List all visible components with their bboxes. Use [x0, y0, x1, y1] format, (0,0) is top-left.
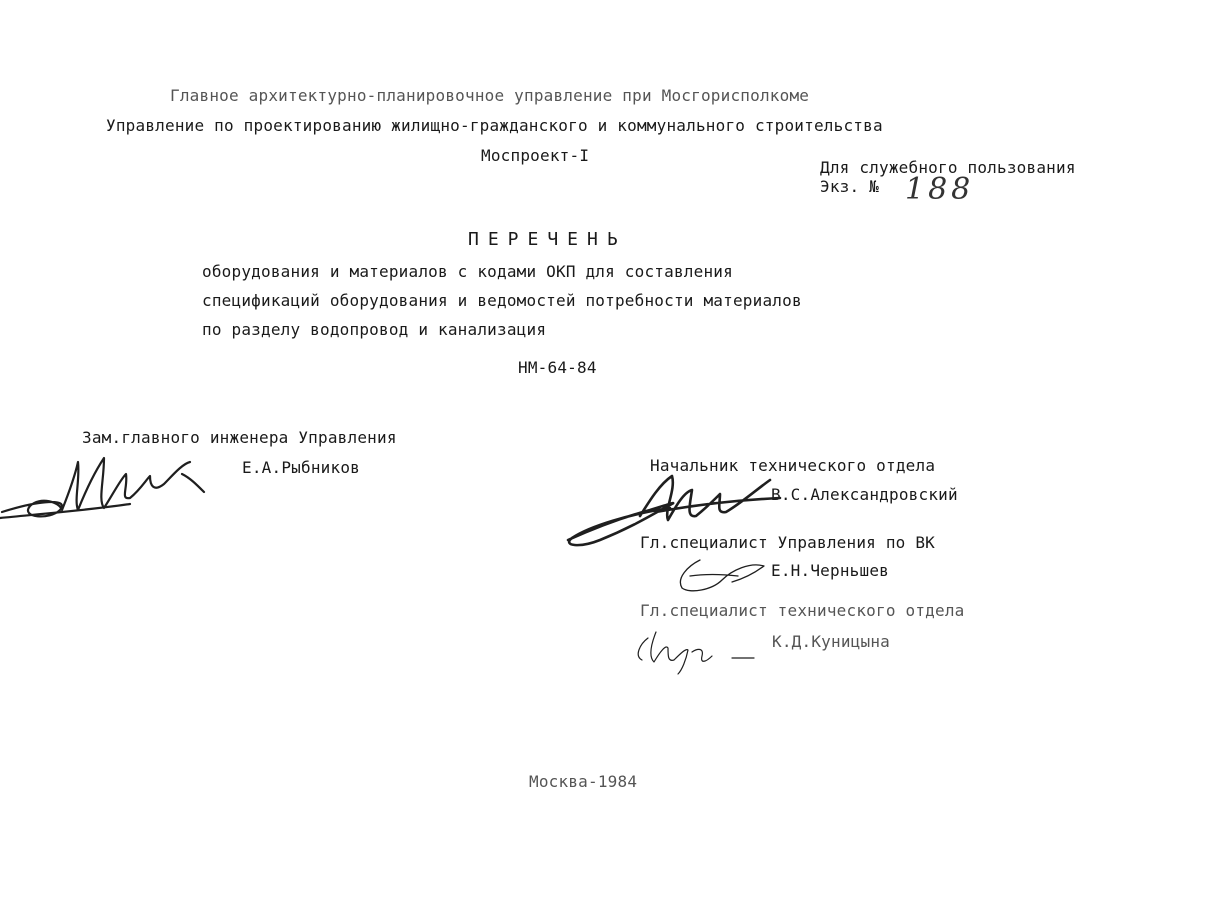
right-signatory-1-name: В.С.Александровский [771, 485, 958, 504]
left-signatory-name: Е.А.Рыбников [242, 458, 360, 477]
place-and-year: Москва-1984 [529, 772, 638, 791]
subtitle-line-1: оборудования и материалов с кодами ОКП для составления [202, 262, 733, 281]
right-signatory-3-position: Гл.специалист технического отдела [640, 601, 965, 620]
header-line-1: Главное архитектурно-планировочное управление при Мосгорисполкоме [170, 86, 810, 105]
right-signatory-1-position: Начальник технического отдела [650, 456, 936, 475]
subtitle-line-2: спецификаций оборудования и ведомостей потребности материалов [202, 291, 802, 310]
right-signatory-2-position: Гл.специалист Управления по ВК [640, 533, 935, 552]
right-signature-3 [628, 626, 773, 676]
header-line-2: Управление по проектированию жилищно-гражданского и коммунального строительства [106, 116, 883, 135]
left-signature [0, 440, 230, 530]
subtitle-line-3: по разделу водопровод и канализация [202, 320, 547, 339]
document-title: ПЕРЕЧЕНЬ [468, 229, 627, 250]
organization-name: Моспроект-I [481, 146, 590, 165]
document-code: НМ-64-84 [518, 358, 597, 377]
classification-label: Для служебного пользования [820, 158, 1076, 177]
right-signatory-3-name: К.Д.Куницына [772, 632, 890, 651]
left-signatory-position: Зам.главного инженера Управления [82, 428, 397, 447]
copy-number-label: Экз. № [820, 177, 879, 196]
right-signatory-2-name: Е.Н.Черньшев [771, 561, 889, 580]
copy-number-handwritten: 188 [905, 172, 975, 207]
right-signature-2 [660, 552, 770, 597]
